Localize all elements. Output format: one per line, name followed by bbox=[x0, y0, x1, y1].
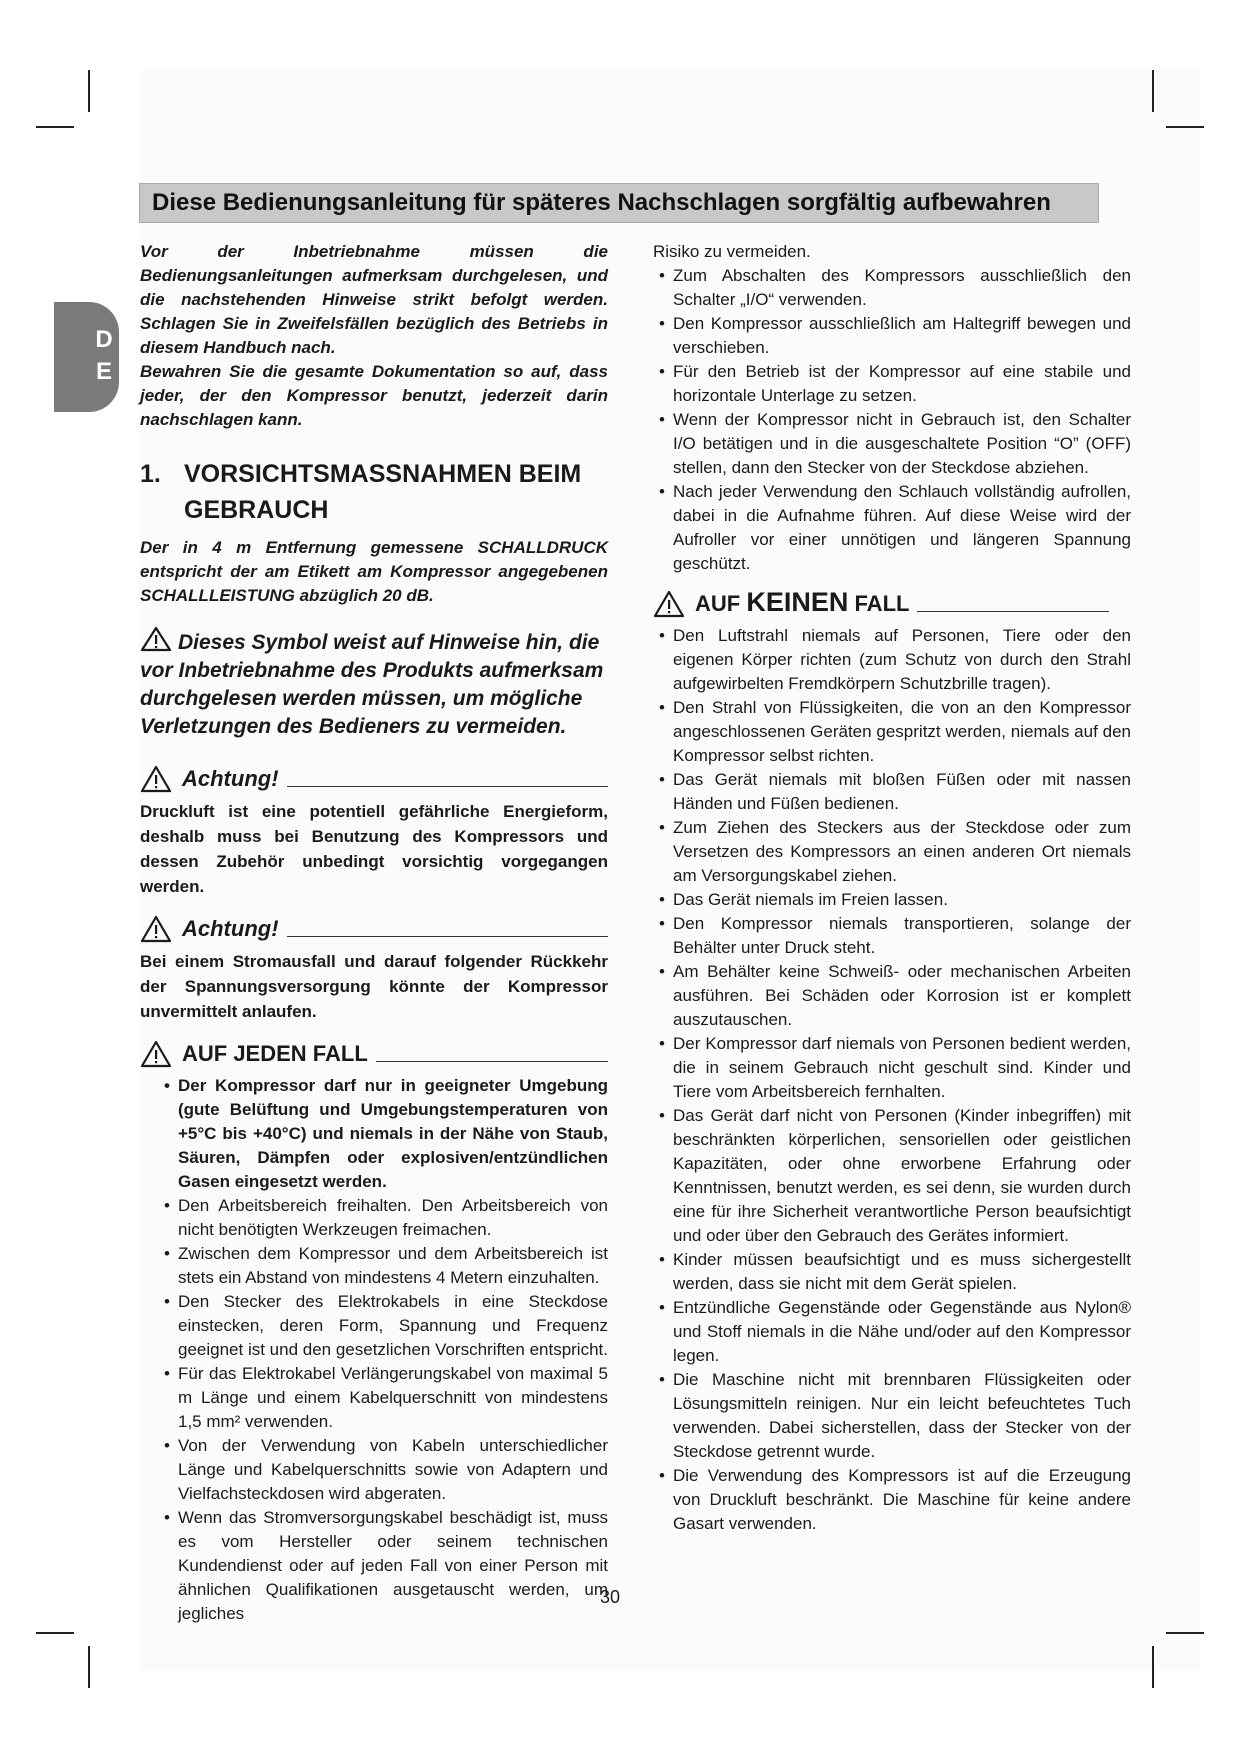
heading-rule bbox=[376, 1061, 608, 1062]
section-number: 1. bbox=[140, 460, 161, 488]
list-item: • Den Arbeitsbereich freihalten. Den Arbeitsbereich von nicht benötigten Werkzeugen freimachen. bbox=[158, 1194, 608, 1242]
list-item: • Der Kompressor darf nur in geeigneter Umgebung (gute Belüftung und Umgebungstemperaturen von +5°C bis +40°C) und niemals in der Nähe von Staub, Säuren, Dämpfen oder explosiven/entzündlichen Gasen eingesetzt werden. bbox=[158, 1074, 608, 1194]
language-tab bbox=[54, 302, 119, 412]
crop-mark bbox=[88, 70, 90, 112]
auf-keinen-fall-label bbox=[695, 588, 909, 618]
list-item: • Für das Elektrokabel Verlängerungskabel von maximal 5 m Länge und einem Kabelquerschnitt von mindestens 1,5 mm² verwenden. bbox=[158, 1362, 608, 1434]
list-item: • Von der Verwendung von Kabeln unterschiedlicher Länge und Kabelquerschnitts sowie von Adaptern und Vielfachsteckdosen wird abgeraten. bbox=[158, 1434, 608, 1506]
crop-mark bbox=[1166, 126, 1204, 128]
language-tab-letter: D bbox=[95, 326, 113, 353]
list-item: • Die Maschine nicht mit brennbaren Flüssigkeiten oder Lösungsmitteln reinigen. Nur ein leicht befeuchtetes Tuch verwenden. Dabei sicherstellen, dass der Stecker von der Steckdose getrennt wurde. bbox=[653, 1368, 1131, 1464]
right-column bbox=[653, 240, 1131, 1536]
list-item: • Am Behälter keine Schweiß- oder mechanischen Arbeiten ausführen. Bei Schäden oder Korrosion ist er komplett auszutauschen. bbox=[653, 960, 1131, 1032]
auf-jeden-fall-heading bbox=[140, 1040, 608, 1068]
warning-triangle-icon bbox=[140, 1040, 172, 1068]
section-title-line: VORSICHTSMASSNAHMEN BEIM bbox=[184, 460, 582, 488]
list-item: • Den Kompressor niemals transportieren, solange der Behälter unter Druck steht. bbox=[653, 912, 1131, 960]
achtung-label: Achtung! bbox=[182, 916, 279, 941]
continuation-text: Risiko zu vermeiden. bbox=[653, 242, 811, 261]
list-item: • Zum Abschalten des Kompressors ausschließlich den Schalter „I/O“ verwenden. bbox=[653, 264, 1131, 312]
symbol-note-text: Dieses Symbol weist auf Hinweise hin, die vor Inbetriebnahme des Produkts aufmerksam durchgelesen werden müssen, um mögliche Verletzungen des Bedieners zu vermeiden. bbox=[140, 631, 604, 738]
warning-triangle-icon bbox=[140, 765, 172, 793]
list-item: • Den Luftstrahl niemals auf Personen, Tiere oder den eigenen Körper richten (zum Schutz von durch den Strahl aufgewirbelten Fremdkörpern Schutzbrille tragen). bbox=[653, 624, 1131, 696]
warning-triangle-icon bbox=[140, 626, 172, 652]
heading-word-emphasis: KEINEN bbox=[746, 587, 849, 617]
list-item: • Zum Ziehen des Steckers aus der Steckdose oder zum Versetzen des Kompressors an einen anderen Ort niemals am Versorgungskabel ziehen. bbox=[653, 816, 1131, 888]
list-item: • Den Stecker des Elektrokabels in eine Steckdose einstecken, deren Form, Spannung und Frequenz geeignet ist und den gesetzlichen Vorschriften entspricht. bbox=[158, 1290, 608, 1362]
heading-rule bbox=[287, 936, 608, 937]
crop-mark bbox=[36, 126, 74, 128]
auf-keinen-fall-heading bbox=[653, 588, 1131, 618]
page-number: 30 bbox=[600, 1587, 621, 1607]
list-item: • Für den Betrieb ist der Kompressor auf eine stabile und horizontale Unterlage zu setzen. bbox=[653, 360, 1131, 408]
page-title-banner: Diese Bedienungsanleitung für späteres Nachschlagen sorgfältig aufbewahren bbox=[139, 183, 1099, 223]
list-item: • Das Gerät niemals mit bloßen Füßen oder mit nassen Händen und Füßen bedienen. bbox=[653, 768, 1131, 816]
section-heading bbox=[140, 456, 608, 528]
list-item: • Der Kompressor darf niemals von Personen bedient werden, die in seinem Gebrauch nicht geschult sind. Kinder und Tiere vom Arbeitsbereich fernhalten. bbox=[653, 1032, 1131, 1104]
intro-paragraph: Vor der Inbetriebnahme müssen die Bedienungsanleitungen aufmerksam durchgelesen, und die nachstehenden Hinweise strikt befolgt werden. Schlagen Sie in Zweifelsfällen bezüglich des Betriebs in diesem Handbuch nach. bbox=[140, 242, 608, 357]
achtung-label: Achtung! bbox=[182, 766, 279, 791]
language-tab-letter: E bbox=[95, 358, 112, 385]
intro-paragraph: Bewahren Sie die gesamte Dokumentation so auf, dass jeder, der den Kompressor benutzt, jederzeit darin nachschlagen kann. bbox=[140, 362, 608, 429]
achtung-heading bbox=[140, 765, 608, 793]
list-item: • Wenn das Stromversorgungskabel beschädigt ist, muss es vom Hersteller oder seinem technischen Kundendienst oder auf jeden Fall von einer Person mit ähnlichen Qualifikationen ausgetauscht werden, um jegliches bbox=[158, 1506, 608, 1626]
section-title-line: GEBRAUCH bbox=[184, 496, 329, 524]
general-instructions-list bbox=[653, 264, 1131, 576]
symbol-note bbox=[140, 626, 608, 759]
list-item: • Den Kompressor ausschließlich am Haltegriff bewegen und verschieben. bbox=[653, 312, 1131, 360]
list-item: • Das Gerät niemals im Freien lassen. bbox=[653, 888, 1131, 912]
auf-jeden-fall-list bbox=[158, 1074, 608, 1626]
warning-triangle-icon bbox=[140, 915, 172, 943]
crop-mark bbox=[1152, 70, 1154, 112]
auf-jeden-fall-label: AUF JEDEN FALL bbox=[182, 1041, 368, 1066]
list-item: • Das Gerät darf nicht von Personen (Kinder inbegriffen) mit beschränkten körperlichen, sensoriellen oder geistlichen Kapazitäten, oder ohne erworbene Erfahrung oder Kenntnissen, benutzt werden, es sei denn, sie wurden durch eine für ihre Sicherheit verantwortliche Person beaufsichtigt und oder über den Gebrauch des Gerätes informiert. bbox=[653, 1104, 1131, 1248]
list-item: • Den Strahl von Flüssigkeiten, die von an den Kompressor angeschlossenen Geräten gespritzt werden, niemals auf den Kompressor selbst richten. bbox=[653, 696, 1131, 768]
list-item: • Nach jeder Verwendung den Schlauch vollständig aufrollen, dabei in die Aufnahme führen. Auf diese Weise wird der Aufroller vor einer unnötigen und längeren Spannung geschützt. bbox=[653, 480, 1131, 576]
left-column bbox=[140, 240, 608, 1626]
achtung-text: Druckluft ist eine potentiell gefährliche Energieform, deshalb muss bei Benutzung des Kompressors und dessen Zubehör unbedingt vorsichtig vorgegangen werden. bbox=[140, 802, 608, 896]
crop-mark bbox=[36, 1632, 74, 1634]
auf-keinen-fall-list bbox=[653, 624, 1131, 1536]
crop-mark bbox=[88, 1646, 90, 1688]
heading-word: AUF bbox=[695, 591, 747, 616]
achtung-text: Bei einem Stromausfall und darauf folgender Rückkehr der Spannungsversorgung könnte der Kompressor unvermittelt anlaufen. bbox=[140, 952, 608, 1021]
list-item: • Wenn der Kompressor nicht in Gebrauch ist, den Schalter I/O betätigen und in die ausgeschaltete Position “O” (OFF) stellen, dann den Stecker von der Steckdose abziehen. bbox=[653, 408, 1131, 480]
list-item: • Kinder müssen beaufsichtigt und es muss sichergestellt werden, dass sie nicht mit dem Gerät spielen. bbox=[653, 1248, 1131, 1296]
warning-triangle-icon bbox=[653, 590, 685, 618]
achtung-heading bbox=[140, 915, 608, 943]
list-item: • Entzündliche Gegenstände oder Gegenstände aus Nylon® und Stoff niemals in die Nähe und/oder auf den Kompressor legen. bbox=[653, 1296, 1131, 1368]
crop-mark bbox=[1166, 1632, 1204, 1634]
sound-pressure-note: Der in 4 m Entfernung gemessene SCHALLDRUCK entspricht der am Etikett am Kompressor angegebenen SCHALLLEISTUNG abzüglich 20 dB. bbox=[140, 538, 608, 605]
heading-rule bbox=[917, 611, 1109, 612]
heading-word: FALL bbox=[848, 591, 910, 616]
list-item: • Die Verwendung des Kompressors ist auf die Erzeugung von Druckluft beschränkt. Die Maschine für keine andere Gasart verwenden. bbox=[653, 1464, 1131, 1536]
heading-rule bbox=[287, 786, 608, 787]
list-item: • Zwischen dem Kompressor und dem Arbeitsbereich ist stets ein Abstand von mindestens 4 Metern einzuhalten. bbox=[158, 1242, 608, 1290]
crop-mark bbox=[1152, 1646, 1154, 1688]
